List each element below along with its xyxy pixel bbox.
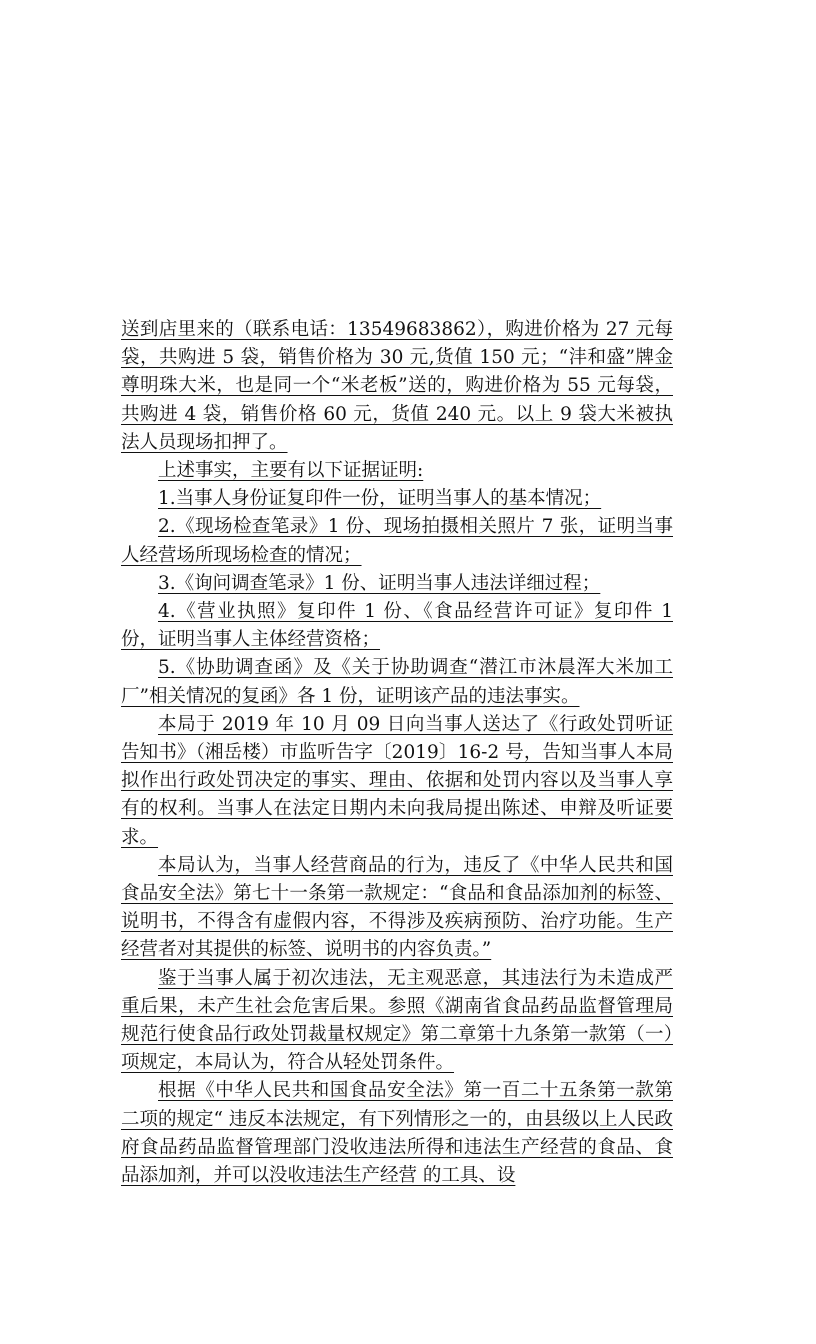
evidence-item-2: 2.《现场检查笔录》1 份、现场拍摄相关照片 7 张，证明当事人经营场所现场检查的情况； <box>121 516 673 566</box>
paragraph-mitigation: 鉴于当事人属于初次违法，无主观恶意，其违法行为未造成严重后果，未产生社会危害后果。参照《湖南省食品药品监督管理局规范行使食品行政处罚裁量权规定》第二章第十九条第一款第（一）项规定，本局认为，符合从轻处罚条件。 <box>121 967 673 1074</box>
evidence-item-5: 5.《协助调查函》及《关于协助调查“潜江市沐晨浑大米加工厂”相关情况的复函》各 1 份，证明该产品的违法事实。 <box>121 657 673 707</box>
paragraph-violation: 本局认为，当事人经营商品的行为，违反了《中华人民共和国食品安全法》第七十一条第一款规定：“食品和食品添加剂的标签、说明书，不得含有虚假内容，不得涉及疾病预防、治疗功能。生产经营者对其提供的标签、说明书的内容负责。” <box>121 854 673 961</box>
paragraph-legal-basis: 根据《中华人民共和国食品安全法》第一百二十五条第一款第二项的规定“ 违反本法规定，有下列情形之一的，由县级以上人民政府食品药品监督管理部门没收违法所得和违法生产经营的食品、食品添加剂，并可以没收违法生产经营 的工具、设 <box>121 1080 673 1187</box>
paragraph-evidence-intro: 上述事实，主要有以下证据证明: <box>158 460 424 482</box>
paragraph-seized-rice: 送到店里来的（联系电话：13549683862），购进价格为 27 元每袋，共购进 5 袋，销售价格为 30 元,货值 150 元；“沣和盛”牌金尊明珠大米，也是同一个“米老板”送的，购进价格为 55 元每袋，共购进 4 袋，销售价格 60 元，货值 240 元。以上 9 袋大米被执法人员现场扣押了。 <box>121 319 673 453</box>
document-page <box>121 316 673 1190</box>
evidence-item-1: 1.当事人身份证复印件一份，证明当事人的基本情况； <box>158 488 602 510</box>
evidence-item-4: 4.《营业执照》复印件 1 份、《食品经营许可证》复印件 1 份，证明当事人主体经营资格； <box>121 601 673 651</box>
paragraph-hearing-notice: 本局于 2019 年 10 月 09 日向当事人送达了《行政处罚听证告知书》（湘岳楼）市监听告字〔2019〕16-2 号，告知当事人本局拟作出行政处罚决定的事实、理由、依据和处罚内容以及当事人享有的权利。当事人在法定日期内未向我局提出陈述、申辩及听证要求。 <box>121 713 673 848</box>
evidence-item-3: 3.《询问调查笔录》1 份、证明当事人违法详细过程； <box>158 572 601 594</box>
